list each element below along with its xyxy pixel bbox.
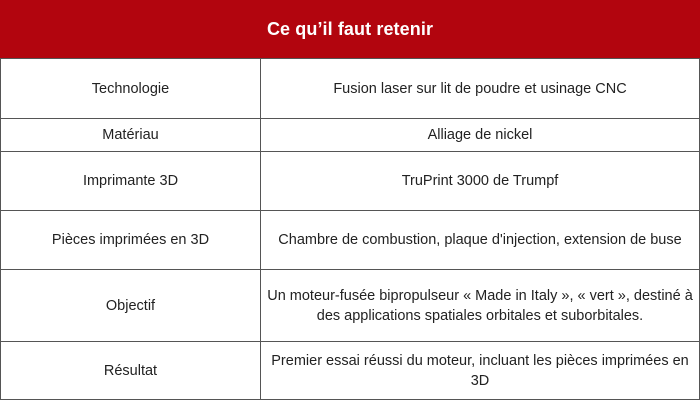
table-row — [0, 269, 700, 341]
row-value: Alliage de nickel — [261, 119, 700, 151]
row-label: Résultat — [0, 342, 261, 399]
table-title: Ce qu’il faut retenir — [0, 0, 700, 58]
table-row — [0, 58, 700, 118]
row-value: Chambre de combustion, plaque d'injection, extension de buse — [261, 211, 700, 269]
table-row — [0, 118, 700, 151]
row-value: Fusion laser sur lit de poudre et usinage CNC — [261, 59, 700, 118]
row-label: Technologie — [0, 59, 261, 118]
table-row — [0, 341, 700, 400]
row-value: TruPrint 3000 de Trumpf — [261, 152, 700, 210]
table-row — [0, 210, 700, 269]
row-label: Matériau — [0, 119, 261, 151]
row-label: Imprimante 3D — [0, 152, 261, 210]
table-row — [0, 151, 700, 210]
row-value: Premier essai réussi du moteur, incluant les pièces imprimées en 3D — [261, 342, 700, 399]
row-label: Pièces imprimées en 3D — [0, 211, 261, 269]
row-label: Objectif — [0, 270, 261, 341]
table-body — [0, 58, 700, 400]
row-value: Un moteur-fusée bipropulseur « Made in Italy », « vert », destiné à des applications spatiales orbitales et suborbitales. — [261, 270, 700, 341]
